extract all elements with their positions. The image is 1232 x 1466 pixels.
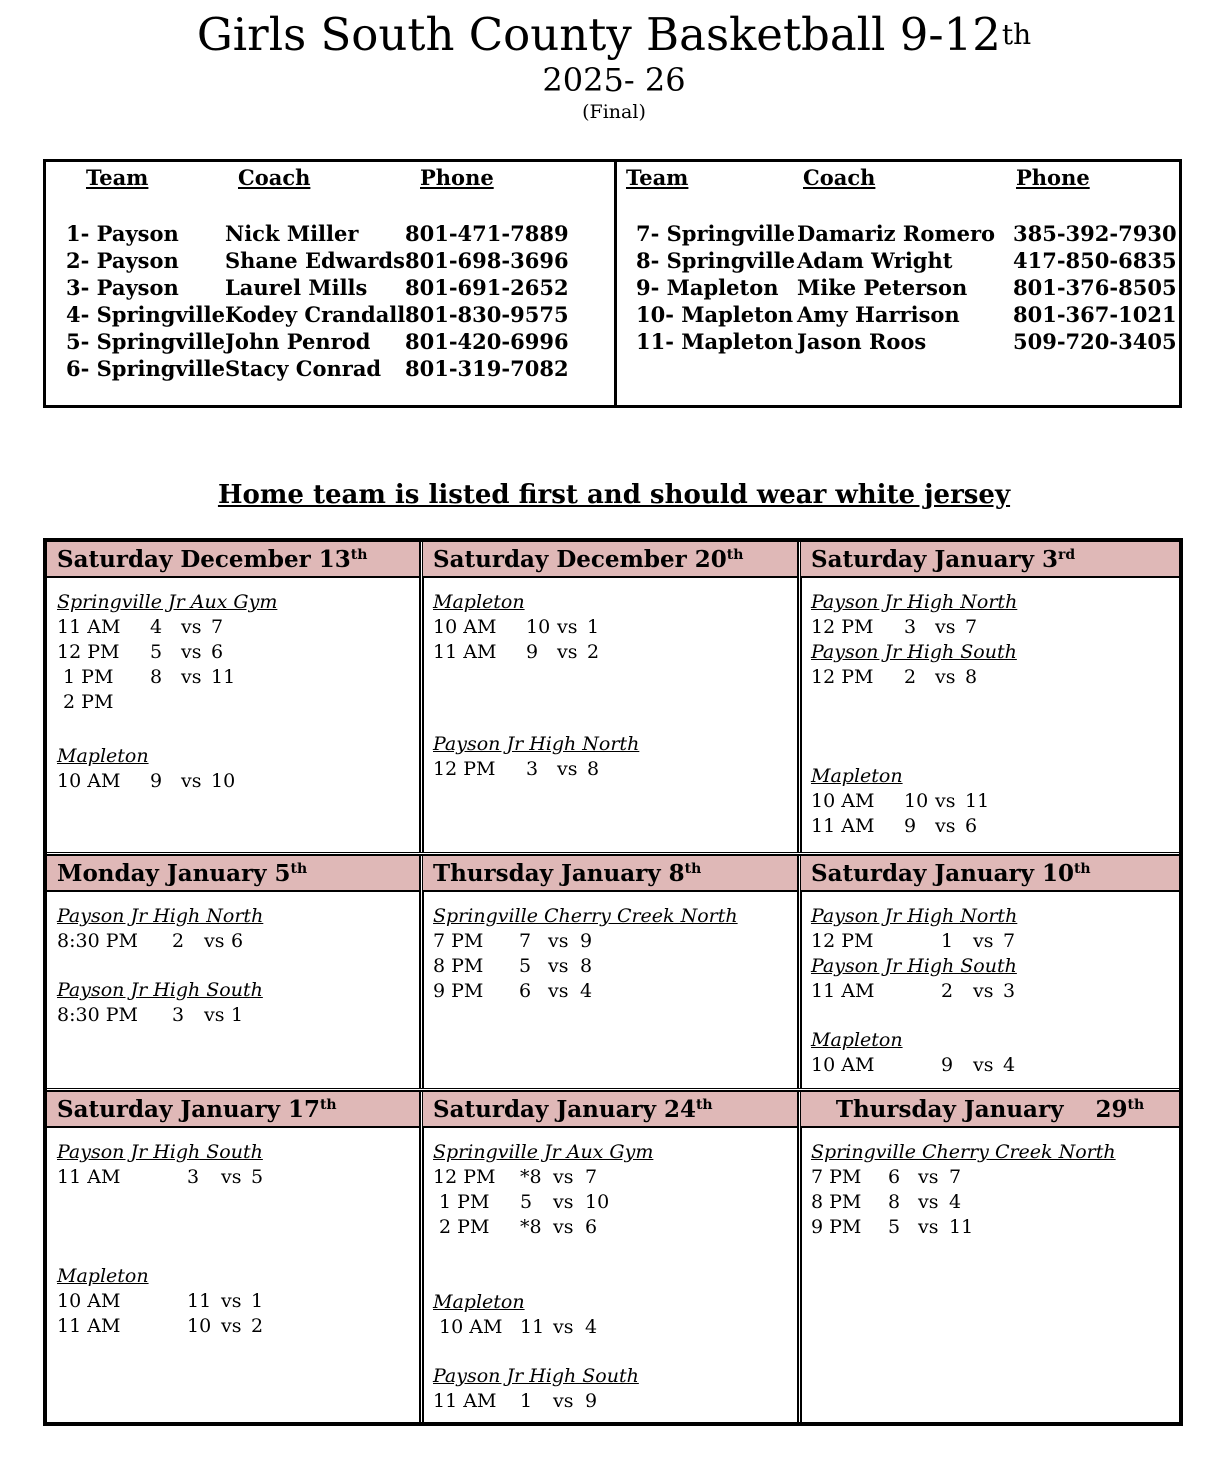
game-time: 2 PM [57, 691, 114, 713]
day-superscript: th [290, 861, 308, 877]
contact-row [46, 247, 606, 274]
home-team-number: 11 [187, 1290, 212, 1312]
home-team-number: 10 [187, 1315, 212, 1337]
venue-label: Mapleton [57, 745, 149, 767]
game-row [801, 1190, 1179, 1214]
contact-row [46, 355, 606, 382]
contact-row [617, 220, 1177, 247]
away-team-number: 1 [587, 616, 600, 638]
home-team-number: 2 [941, 980, 954, 1002]
title-superscript: th [1001, 18, 1032, 51]
away-team-number: 1 [231, 1004, 244, 1026]
contact-team: 4- Springville [66, 302, 225, 327]
day-label: Monday January 5 [57, 860, 291, 887]
game-time: 1 PM [57, 666, 114, 688]
game-row [47, 1289, 419, 1313]
header-team: Team [86, 165, 149, 190]
vs-label: vs [973, 980, 994, 1002]
contact-row [617, 274, 1177, 301]
game-time: 10 AM [57, 1290, 121, 1312]
game-row [801, 1165, 1179, 1189]
page-title [0, 8, 1228, 68]
home-team-number: 5 [519, 955, 532, 977]
contact-team: 2- Payson [66, 248, 179, 273]
vs-label: vs [935, 616, 956, 638]
contact-coach: Amy Harrison [797, 302, 960, 327]
game-time: 8:30 PM [57, 1004, 138, 1026]
contact-phone: 417-850-6835 [1013, 248, 1177, 273]
vs-label: vs [553, 1216, 574, 1238]
game-time: 11 AM [57, 616, 121, 638]
home-team-number: 8 [888, 1191, 901, 1213]
contact-coach: Jason Roos [797, 329, 927, 354]
contact-phone: 801-420-6996 [405, 329, 569, 354]
schedule-day-cell [47, 1092, 419, 1422]
vs-label: vs [918, 1216, 939, 1238]
venue-label: Payson Jr High North [57, 905, 264, 927]
game-row [47, 615, 419, 639]
day-header [423, 856, 797, 892]
season-label: 2025- 26 [542, 61, 686, 99]
home-team-number: 10 [904, 790, 929, 812]
vs-label: vs [973, 1054, 994, 1076]
contact-coach: Stacy Conrad [225, 356, 382, 381]
game-row [801, 929, 1179, 953]
game-time: 12 PM [433, 1166, 496, 1188]
home-team-number: *8 [520, 1216, 542, 1238]
home-team-number: 9 [526, 641, 539, 663]
contacts-right-panel [617, 162, 1179, 405]
game-row [801, 615, 1179, 639]
day-header [47, 542, 419, 578]
venue-label: Springville Jr Aux Gym [57, 591, 278, 613]
game-row [423, 1315, 797, 1339]
contact-team: 6- Springville [66, 356, 225, 381]
home-team-number: 9 [941, 1054, 954, 1076]
header-phone: Phone [1016, 165, 1090, 190]
vs-label: vs [221, 1166, 242, 1188]
game-time: 11 AM [811, 980, 875, 1002]
venue-label: Payson Jr High South [57, 1141, 263, 1163]
away-team-number: 2 [587, 641, 600, 663]
schedule-day-cell [47, 542, 419, 852]
contact-coach: Adam Wright [797, 248, 953, 273]
day-superscript: th [695, 1097, 713, 1113]
vs-label: vs [548, 955, 569, 977]
header-phone: Phone [420, 165, 494, 190]
home-team-number: 8 [150, 666, 163, 688]
day-label: Thursday January 29 [835, 1096, 1128, 1123]
contact-phone: 801-691-2652 [405, 275, 569, 300]
away-team-number: 11 [965, 790, 990, 812]
contact-row [46, 301, 606, 328]
game-row [423, 757, 797, 781]
away-team-number: 4 [949, 1191, 962, 1213]
away-team-number: 6 [231, 930, 244, 952]
home-team-number: 5 [150, 641, 163, 663]
away-team-number: 11 [949, 1216, 974, 1238]
vs-label: vs [553, 1316, 574, 1338]
contact-coach: John Penrod [225, 329, 371, 354]
day-header [801, 1092, 1179, 1128]
game-time: 1 PM [433, 1191, 490, 1213]
day-header [423, 1092, 797, 1128]
contacts-left-panel [46, 162, 614, 405]
home-team-number: 3 [904, 616, 917, 638]
away-team-number: 7 [965, 616, 978, 638]
day-label: Saturday January 24 [433, 1096, 696, 1123]
game-time: 11 AM [433, 641, 497, 663]
game-time: 2 PM [433, 1216, 490, 1238]
away-team-number: 9 [585, 1390, 598, 1412]
day-superscript: th [684, 861, 702, 877]
home-team-number: 11 [520, 1316, 545, 1338]
day-header [801, 856, 1179, 892]
game-time: 9 PM [433, 980, 484, 1002]
vs-label: vs [181, 616, 202, 638]
game-row [423, 1215, 797, 1239]
home-team-number: 10 [526, 616, 551, 638]
vs-label: vs [204, 1004, 225, 1026]
day-superscript: th [726, 547, 744, 563]
home-team-number: 6 [888, 1166, 901, 1188]
game-time: 12 PM [811, 930, 874, 952]
contact-team: 8- Springville [636, 248, 795, 273]
game-row [423, 979, 797, 1003]
venue-label: Payson Jr High South [57, 979, 263, 1001]
home-team-number: 6 [519, 980, 532, 1002]
home-team-number: 5 [520, 1191, 533, 1213]
day-header [47, 856, 419, 892]
day-header [47, 1092, 419, 1128]
game-row [47, 640, 419, 664]
game-time: 10 AM [433, 1316, 503, 1338]
vs-label: vs [181, 666, 202, 688]
game-row [801, 979, 1179, 1003]
away-team-number: 4 [1003, 1054, 1016, 1076]
venue-label: Springville Cherry Creek North [811, 1141, 1116, 1163]
coach-contacts-table [43, 159, 1182, 408]
away-team-number: 7 [585, 1166, 598, 1188]
day-label: Saturday January 10 [811, 860, 1074, 887]
venue-label: Springville Cherry Creek North [433, 905, 738, 927]
away-team-number: 4 [585, 1316, 598, 1338]
away-team-number: 10 [585, 1191, 610, 1213]
game-row [47, 1165, 419, 1189]
vs-label: vs [553, 1166, 574, 1188]
home-team-number: 3 [526, 758, 539, 780]
venue-label: Mapleton [57, 1265, 149, 1287]
day-superscript: th [1127, 1097, 1145, 1113]
home-team-number: 5 [888, 1216, 901, 1238]
game-time: 10 AM [811, 1054, 875, 1076]
vs-label: vs [935, 666, 956, 688]
schedule-day-cell [801, 542, 1179, 852]
away-team-number: 7 [1003, 930, 1016, 952]
contact-row [617, 301, 1177, 328]
contact-coach: Laurel Mills [225, 275, 368, 300]
game-time: 12 PM [433, 758, 496, 780]
venue-label: Payson Jr High North [811, 905, 1018, 927]
contact-phone: 801-319-7082 [405, 356, 569, 381]
venue-label: Springville Jr Aux Gym [433, 1141, 654, 1163]
game-time: 12 PM [811, 616, 874, 638]
day-label: Saturday December 13 [57, 546, 351, 573]
game-time: 11 AM [57, 1166, 121, 1188]
away-team-number: 10 [211, 770, 236, 792]
venue-label: Payson Jr High North [811, 591, 1018, 613]
away-team-number: 6 [211, 641, 224, 663]
contact-team: 3- Payson [66, 275, 179, 300]
game-time: 8 PM [433, 955, 484, 977]
schedule-day-cell [801, 1092, 1179, 1422]
away-team-number: 11 [211, 666, 236, 688]
venue-label: Mapleton [433, 1291, 525, 1313]
contact-phone: 509-720-3405 [1013, 329, 1177, 354]
schedule-day-cell [423, 542, 797, 852]
contact-row [617, 247, 1177, 274]
game-row [423, 615, 797, 639]
contact-phone: 801-376-8505 [1013, 275, 1177, 300]
schedule-grid [43, 538, 1183, 1426]
away-team-number: 8 [965, 666, 978, 688]
venue-label: Payson Jr High South [433, 1365, 639, 1387]
away-team-number: 1 [251, 1290, 264, 1312]
vs-label: vs [918, 1191, 939, 1213]
contact-team: 5- Springville [66, 329, 225, 354]
away-team-number: 8 [587, 758, 600, 780]
game-row [47, 769, 419, 793]
header-team: Team [626, 165, 689, 190]
contact-phone: 801-471-7889 [405, 221, 569, 246]
vs-label: vs [553, 1390, 574, 1412]
game-row [423, 1190, 797, 1214]
contact-team: 7- Springville [636, 221, 795, 246]
schedule-day-cell [423, 1092, 797, 1422]
home-team-number: 2 [172, 930, 185, 952]
contact-coach: Damariz Romero [797, 221, 996, 246]
game-time: 12 PM [811, 666, 874, 688]
venue-label: Mapleton [433, 591, 525, 613]
vs-label: vs [181, 770, 202, 792]
home-team-number: 1 [941, 930, 954, 952]
venue-label: Payson Jr High South [811, 955, 1017, 977]
contact-coach: Mike Peterson [797, 275, 968, 300]
header-coach: Coach [238, 165, 311, 190]
home-team-number: 1 [520, 1390, 533, 1412]
game-row [423, 954, 797, 978]
game-row [47, 690, 419, 714]
game-time: 7 PM [811, 1166, 862, 1188]
game-time: 10 AM [811, 790, 875, 812]
contact-phone: 801-367-1021 [1013, 302, 1177, 327]
day-superscript: rd [1057, 547, 1076, 563]
vs-label: vs [918, 1166, 939, 1188]
game-row [801, 1215, 1179, 1239]
contact-team: 11- Mapleton [636, 329, 794, 354]
vs-label: vs [548, 930, 569, 952]
contact-coach: Kodey Crandall [225, 302, 406, 327]
game-row [47, 929, 419, 953]
day-superscript: th [1073, 861, 1091, 877]
day-superscript: th [319, 1097, 337, 1113]
vs-label: vs [181, 641, 202, 663]
venue-label: Mapleton [811, 765, 903, 787]
day-header [801, 542, 1179, 578]
home-team-number: 4 [150, 616, 163, 638]
game-row [423, 929, 797, 953]
contact-team: 9- Mapleton [636, 275, 779, 300]
game-time: 12 PM [57, 641, 120, 663]
game-row [47, 665, 419, 689]
contact-team: 10- Mapleton [636, 302, 794, 327]
game-time: 7 PM [433, 930, 484, 952]
game-row [47, 1314, 419, 1338]
schedule-day-cell [801, 856, 1179, 1088]
vs-label: vs [548, 980, 569, 1002]
home-team-notice: Home team is listed first and should wear white jersey [217, 480, 1011, 510]
day-label: Saturday December 20 [433, 546, 727, 573]
venue-label: Mapleton [811, 1029, 903, 1051]
title-text: Girls South County Basketball 9-12 [196, 8, 1001, 61]
day-header [423, 542, 797, 578]
game-row [801, 665, 1179, 689]
game-row [801, 814, 1179, 838]
home-team-number: 9 [150, 770, 163, 792]
vs-label: vs [557, 616, 578, 638]
contact-row [46, 274, 606, 301]
day-superscript: th [350, 547, 368, 563]
home-team-number: *8 [520, 1166, 542, 1188]
day-label: Saturday January 17 [57, 1096, 320, 1123]
vs-label: vs [557, 758, 578, 780]
contact-row [617, 328, 1177, 355]
vs-label: vs [973, 930, 994, 952]
contact-phone: 801-698-3696 [405, 248, 569, 273]
game-row [801, 789, 1179, 813]
venue-label: Payson Jr High South [811, 641, 1017, 663]
game-row [423, 1389, 797, 1413]
away-team-number: 2 [251, 1315, 264, 1337]
day-label: Saturday January 3 [811, 546, 1058, 573]
game-row [801, 1053, 1179, 1077]
game-time: 11 AM [433, 1390, 497, 1412]
schedule-day-cell [423, 856, 797, 1088]
contact-row [46, 220, 606, 247]
vs-label: vs [221, 1290, 242, 1312]
away-team-number: 8 [580, 955, 593, 977]
vs-label: vs [553, 1191, 574, 1213]
contact-row [46, 328, 606, 355]
home-team-number: 9 [904, 815, 917, 837]
game-row [47, 1003, 419, 1027]
away-team-number: 4 [580, 980, 593, 1002]
home-team-number: 3 [172, 1004, 185, 1026]
vs-label: vs [204, 930, 225, 952]
away-team-number: 7 [949, 1166, 962, 1188]
home-team-number: 7 [519, 930, 532, 952]
game-time: 9 PM [811, 1216, 862, 1238]
contact-phone: 385-392-7930 [1013, 221, 1177, 246]
vs-label: vs [935, 815, 956, 837]
vs-label: vs [935, 790, 956, 812]
game-row [423, 640, 797, 664]
contact-coach: Nick Miller [225, 221, 359, 246]
home-team-number: 2 [904, 666, 917, 688]
vs-label: vs [557, 641, 578, 663]
contact-phone: 801-830-9575 [405, 302, 569, 327]
game-time: 10 AM [57, 770, 121, 792]
away-team-number: 6 [965, 815, 978, 837]
venue-label: Payson Jr High North [433, 733, 640, 755]
contact-coach: Shane Edwards [225, 248, 405, 273]
game-time: 11 AM [57, 1315, 121, 1337]
away-team-number: 9 [580, 930, 593, 952]
game-time: 10 AM [433, 616, 497, 638]
away-team-number: 3 [1003, 980, 1016, 1002]
away-team-number: 5 [251, 1166, 264, 1188]
schedule-day-cell [47, 856, 419, 1088]
game-time: 8:30 PM [57, 930, 138, 952]
game-row [423, 1165, 797, 1189]
day-label: Thursday January 8 [433, 860, 685, 887]
away-team-number: 7 [211, 616, 224, 638]
vs-label: vs [221, 1315, 242, 1337]
status-label: (Final) [582, 101, 646, 123]
game-time: 11 AM [811, 815, 875, 837]
contact-team: 1- Payson [66, 221, 179, 246]
home-team-number: 3 [187, 1166, 200, 1188]
game-time: 8 PM [811, 1191, 862, 1213]
away-team-number: 6 [585, 1216, 598, 1238]
header-coach: Coach [803, 165, 876, 190]
